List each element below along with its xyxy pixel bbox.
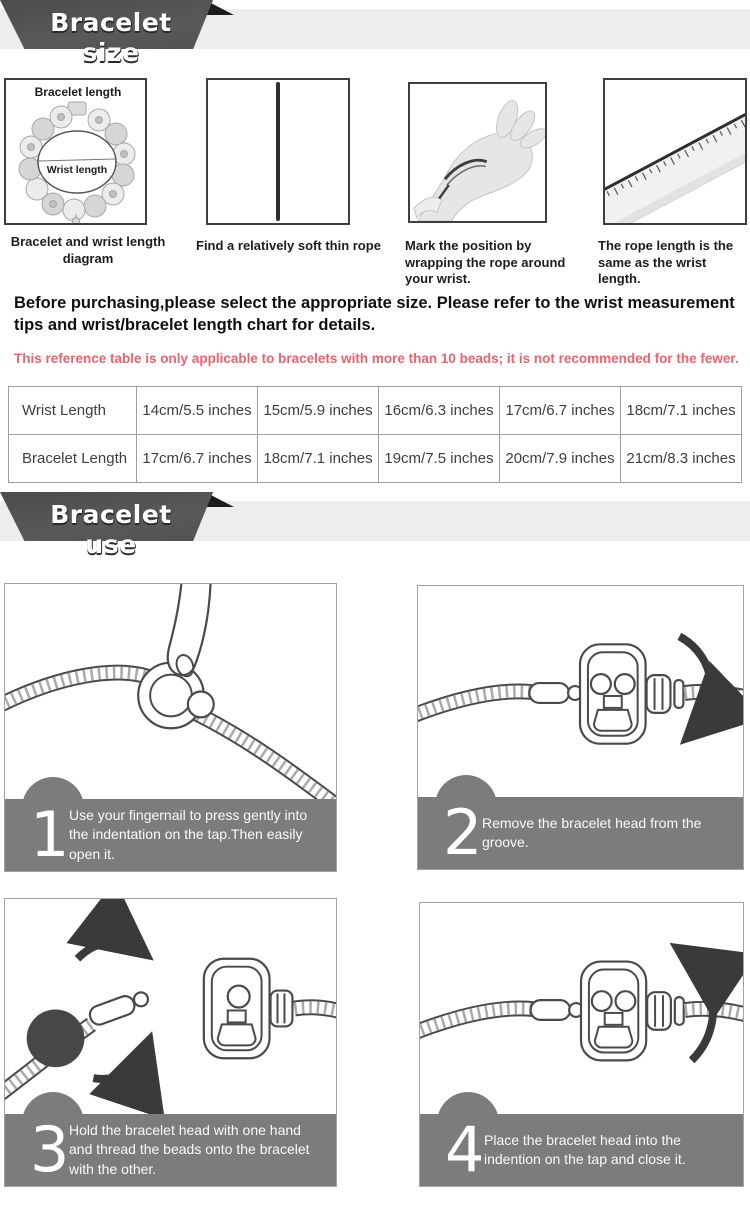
finger-pressing [168,584,211,675]
table-cell: 17cm/6.7 inches [137,435,258,483]
wrist-oval [38,131,116,193]
table-cell: 21cm/8.3 inches [621,435,742,483]
rope-illustration [276,82,280,221]
table-row-bracelet [9,435,742,483]
wrist-length-label: Wrist length [46,164,108,176]
section-title-use: Bracelet use [50,500,172,559]
clasp-close-illustration [420,903,743,1114]
purchase-notice: Before purchasing,please select the appropriate size. Please refer to the wrist measurement tips and wrist/bracelet length chart for details. [14,294,735,335]
ribbed-tube [271,991,293,1027]
card-wrist-wrap [408,82,547,223]
reference-warning: This reference table is only applicable to bracelets with more than 10 beads; it is not recommended for the fewer. [14,351,739,366]
table-cell: 19cm/7.5 inches [379,435,500,483]
table-cell: Bracelet Length [9,435,137,483]
bracelet-photo [6,80,145,223]
step-card-1 [4,583,337,872]
caption-ruler: The rope length is the same as the wrist length. [598,238,734,287]
clasp-head [580,644,646,743]
table-cell: Wrist Length [9,387,137,435]
twist-arrow-bottom [93,1046,147,1079]
bead-thread-illustration [5,899,336,1114]
dark-bead [27,1009,85,1067]
clasp-open-illustration [5,584,336,799]
table-cell: 17cm/6.7 inches [500,387,621,435]
banner-bracelet-use [0,492,750,559]
ribbed-tube [647,675,671,713]
caption-rope: Find a relatively soft thin rope [196,238,381,253]
table-row-wrist [9,387,742,435]
banner-bracelet-size [0,0,750,67]
ruler-illustration [605,80,745,223]
size-table [8,386,742,483]
rope-pin [87,989,151,1028]
step-number: 3 [30,1113,70,1186]
section-title-size: Bracelet size [50,8,172,67]
step-number: 1 [30,798,70,871]
step-text: Remove the bracelet head from the groove. [482,814,702,850]
wrist-measure-illustration [410,84,545,221]
step-number: 4 [445,1113,485,1186]
table-cell: 18cm/7.1 inches [258,435,379,483]
caption-wrist-wrap: Mark the position by wrapping the rope around your wrist. [405,238,566,287]
step-card-3 [4,898,337,1187]
caption-bracelet-diagram: Bracelet and wrist length diagram [10,234,166,266]
card-rope [206,78,350,225]
step-number: 2 [443,796,483,869]
step-text: Hold the bracelet head with one hand and thread the beads onto the bracelet with the other. [69,1122,310,1177]
table-cell: 20cm/7.9 inches [500,435,621,483]
twist-arrow-top [77,942,141,959]
table-cell: 16cm/6.3 inches [379,387,500,435]
card-bracelet-diagram [4,78,147,225]
step-card-2 [417,585,744,870]
dangle-charm [73,218,80,224]
clasp-remove-illustration [418,586,743,797]
step-text: Place the bracelet head into the indention on the tap and close it. [484,1131,686,1167]
card-ruler [603,78,747,225]
table-cell: 18cm/7.1 inches [621,387,742,435]
step-card-4 [419,902,744,1187]
table-cell: 14cm/5.5 inches [137,387,258,435]
step-text: Use your fingernail to press gently into the indentation on the tap.Then easily open it. [69,807,308,862]
clasp-head [204,959,270,1059]
bracelet-length-label: Bracelet length [34,85,122,99]
connector [531,1000,571,1020]
table-cell: 15cm/5.9 inches [258,387,379,435]
clasp-head [581,962,646,1061]
ruler-body [605,100,745,223]
ribbed-tube [647,992,671,1030]
connector [529,683,569,703]
